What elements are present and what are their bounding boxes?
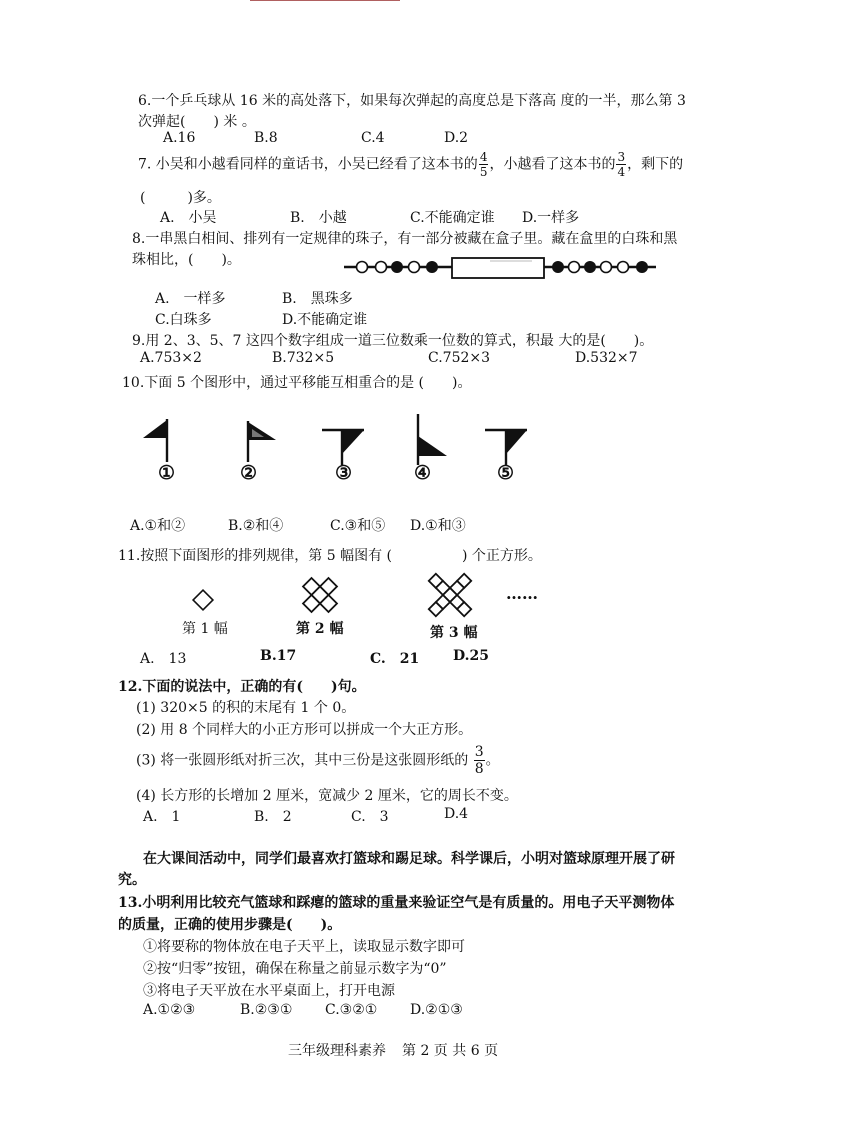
q6-option-d[interactable]: D.2 bbox=[444, 130, 469, 146]
q7-stem-line2: ( )多。 bbox=[140, 190, 221, 206]
square-pattern-figure-2 bbox=[300, 575, 340, 615]
q12-option-a[interactable]: A. 1 bbox=[143, 809, 181, 825]
q12-statement-3 bbox=[136, 745, 500, 776]
q12-statement-3-end: 。 bbox=[485, 752, 500, 769]
q7-stem-line1 bbox=[138, 151, 683, 178]
q9-option-c[interactable]: C.752×3 bbox=[428, 350, 491, 366]
q7-option-c[interactable]: C.不能确定谁 bbox=[410, 210, 495, 226]
q7-option-d[interactable]: D.一样多 bbox=[522, 210, 580, 226]
bead-string-figure bbox=[342, 254, 660, 282]
scan-edge-mark bbox=[250, 0, 400, 1]
q11-stem: 11.按照下面图形的排列规律，第 5 幅图有 ( ) 个正方形。 bbox=[118, 548, 542, 564]
q6-option-c[interactable]: C.4 bbox=[361, 130, 385, 146]
q13-option-a[interactable]: A.①②③ bbox=[143, 1002, 196, 1018]
figure-caption-3: 第 3 幅 bbox=[430, 625, 478, 641]
q7-fraction-1: $\frac{4}{5}$ bbox=[479, 150, 488, 179]
q12-option-d[interactable]: D.4 bbox=[444, 806, 469, 822]
q9-stem: 9.用 2、3、5、7 这四个数字组成一道三位数乘一位数的算式，积最 大的是( )。 bbox=[132, 333, 654, 349]
q10-option-d[interactable]: D.①和③ bbox=[410, 518, 466, 534]
q8-option-c[interactable]: C.白珠多 bbox=[155, 312, 212, 328]
q8-stem-line2: 珠相比，( )。 bbox=[132, 252, 241, 268]
q11-option-b[interactable]: B.17 bbox=[260, 648, 297, 664]
q7-text-pre: 7. 小吴和小越看同样的童话书，小吴已经看了这本书的 bbox=[138, 156, 478, 173]
q8-option-a[interactable]: A. 一样多 bbox=[155, 291, 226, 307]
q10-option-c[interactable]: C.③和⑤ bbox=[330, 518, 386, 534]
flag-label-3: ③ bbox=[335, 462, 353, 484]
q7-option-a[interactable]: A. 小吴 bbox=[160, 210, 217, 226]
q13-step-3: ③将电子天平放在水平桌面上，打开电源 bbox=[143, 983, 395, 999]
context-paragraph-line2: 究。 bbox=[118, 872, 146, 888]
q12-option-c[interactable]: C. 3 bbox=[351, 809, 389, 825]
figure-caption-2: 第 2 幅 bbox=[296, 621, 344, 637]
q13-option-d[interactable]: D.②①③ bbox=[410, 1002, 463, 1018]
q6-option-b[interactable]: B.8 bbox=[254, 130, 278, 146]
q12-statement-4: (4) 长方形的长增加 2 厘米，宽减少 2 厘米，它的周长不变。 bbox=[136, 788, 518, 804]
q12-statement-3-text: (3) 将一张圆形纸对折三次，其中三份是这张圆形纸的 bbox=[136, 752, 469, 769]
q7-text-mid: ，小越看了这本书的 bbox=[489, 156, 616, 173]
footer-subject: 三年级理科素养 bbox=[288, 1043, 386, 1059]
q11-option-a[interactable]: A. 13 bbox=[140, 651, 187, 667]
q6-option-a[interactable]: A.16 bbox=[163, 130, 196, 146]
q9-option-a[interactable]: A.753×2 bbox=[140, 350, 202, 366]
q10-option-a[interactable]: A.①和② bbox=[130, 518, 186, 534]
q13-step-2: ②按“归零”按钮，确保在称量之前显示数字为“0” bbox=[143, 961, 447, 977]
figure-caption-1: 第 1 幅 bbox=[182, 621, 228, 637]
q7-option-b[interactable]: B. 小越 bbox=[290, 210, 347, 226]
q12-stem: 12.下面的说法中，正确的有( )句。 bbox=[118, 679, 366, 695]
footer-page-number: 第 2 页 共 6 页 bbox=[402, 1043, 499, 1059]
q8-option-d[interactable]: D.不能确定谁 bbox=[282, 312, 368, 328]
q10-stem: 10.下面 5 个图形中，通过平移能互相重合的是 ( )。 bbox=[122, 375, 472, 391]
q11-option-d[interactable]: D.25 bbox=[453, 648, 489, 664]
flag-label-2: ② bbox=[240, 462, 258, 484]
q9-option-b[interactable]: B.732×5 bbox=[272, 350, 335, 366]
q13-step-1: ①将要称的物体放在电子天平上，读取显示数字即可 bbox=[143, 939, 465, 955]
q13-stem-line1: 13.小明利用比较充气篮球和踩瘪的篮球的重量来验证空气是有质量的。用电子天平测物体 bbox=[118, 895, 675, 911]
q8-stem-line1: 8.一串黑白相间、排列有一定规律的珠子，有一部分被藏在盒子里。藏在盒里的白珠和黑 bbox=[132, 231, 678, 247]
q7-text-post: ，剩下的 bbox=[627, 156, 684, 173]
context-paragraph-line1: 在大课间活动中，同学们最喜欢打篮球和踢足球。科学课后，小明对篮球原理开展了研 bbox=[143, 851, 675, 867]
q12-statement-1: (1) 320×5 的积的末尾有 1 个 0。 bbox=[136, 700, 356, 716]
q9-option-d[interactable]: D.532×7 bbox=[575, 350, 638, 366]
q12-option-b[interactable]: B. 2 bbox=[254, 809, 292, 825]
q13-option-b[interactable]: B.②③① bbox=[240, 1002, 293, 1018]
q6-stem-line1: 6.一个乒乓球从 16 米的高处落下，如果每次弹起的高度总是下落高 度的一半，那么第 3 bbox=[138, 93, 686, 109]
square-pattern-figure-1 bbox=[191, 588, 215, 612]
q11-option-c[interactable]: C. 21 bbox=[370, 651, 420, 667]
q6-stem-line2: 次弹起( ) 米 。 bbox=[138, 114, 256, 130]
flag-label-5: ⑤ bbox=[497, 462, 515, 484]
pattern-continuation-dots: …… bbox=[506, 584, 538, 603]
flag-label-1: ① bbox=[158, 462, 176, 484]
q8-option-b[interactable]: B. 黑珠多 bbox=[282, 291, 353, 307]
flag-label-4: ④ bbox=[414, 462, 432, 484]
q12-fraction: $\frac{3}{8}$ bbox=[474, 744, 484, 777]
q13-stem-line2: 的质量，正确的使用步骤是( )。 bbox=[118, 917, 342, 933]
q10-option-b[interactable]: B.②和④ bbox=[228, 518, 284, 534]
q13-option-c[interactable]: C.③②① bbox=[325, 1002, 378, 1018]
q12-statement-2: (2) 用 8 个同样大的小正方形可以拼成一个大正方形。 bbox=[136, 722, 473, 738]
square-pattern-figure-3 bbox=[420, 565, 480, 625]
q7-fraction-2: $\frac{3}{4}$ bbox=[617, 150, 626, 179]
